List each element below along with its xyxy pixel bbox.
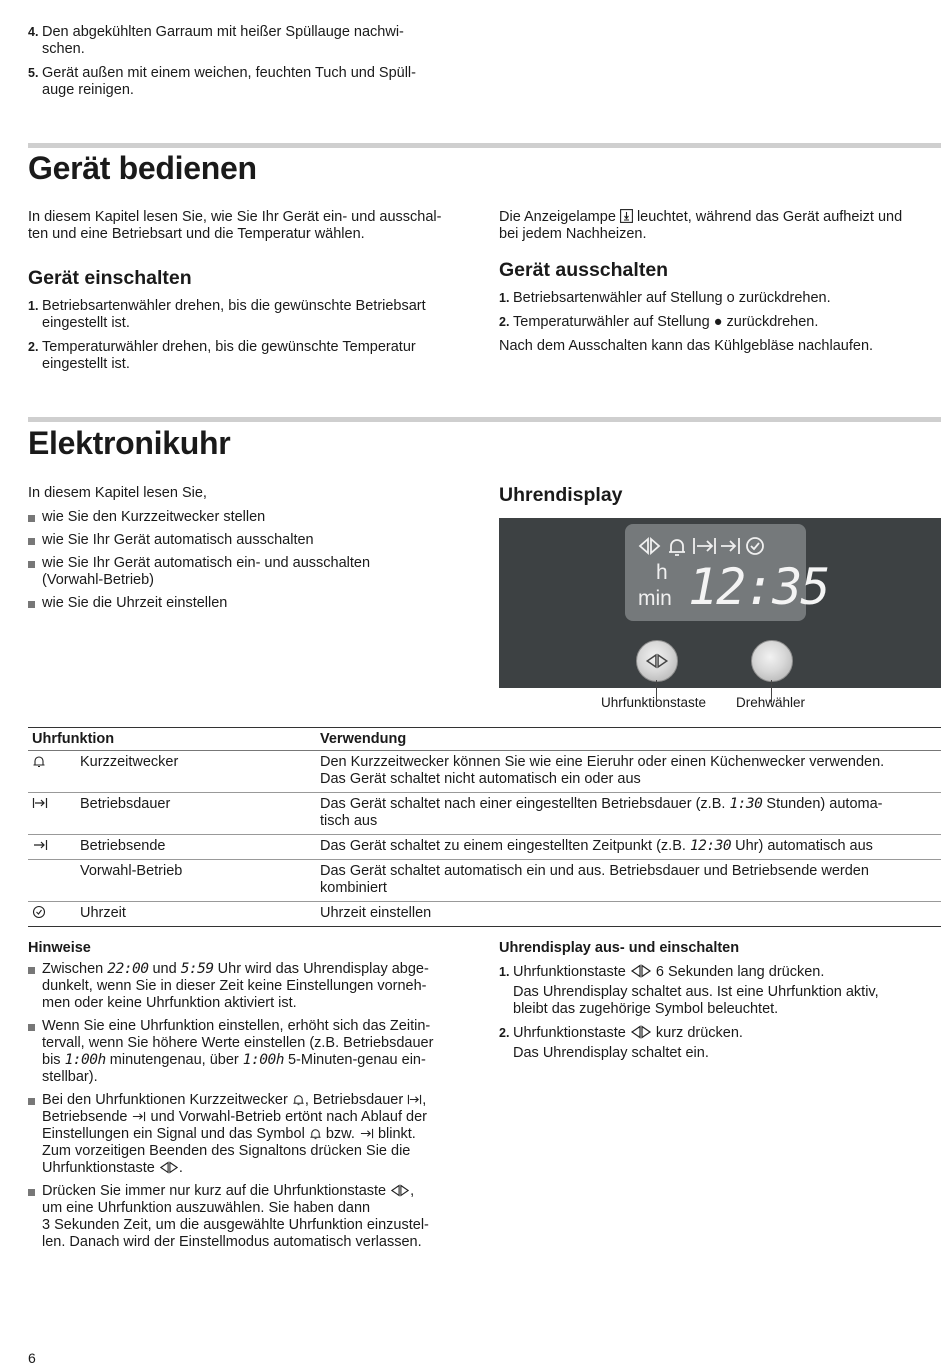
list-item: Zwischen 22:00 und 5:59 Uhr wird das Uhrendisplay abge- dunkelt, wenn Sie in dieser Zeit keine Einstellungen vorneh- men oder keine Uhrfunktion aktiviert ist.: [28, 961, 478, 1012]
select-arrows-icon: [390, 1184, 410, 1197]
section-divider: [28, 143, 941, 148]
table-row: Betriebsende Das Gerät schaltet zu einem eingestellten Zeitpunkt (z.B. 12:30 Uhr) automatisch aus: [28, 835, 941, 860]
list-item: wie Sie Ihr Gerät automatisch ein- und ausschalten (Vorwahl-Betrieb): [28, 555, 478, 589]
rotary-selector-knob[interactable]: [751, 640, 793, 682]
indicator-lamp-icon: [620, 209, 633, 223]
uhrendisplay-heading: Uhrendisplay: [499, 484, 623, 506]
hinweise-list: [28, 961, 478, 1251]
display-on-off: [499, 940, 941, 1069]
step-4: 4. Den abgekühlten Garraum mit heißer Spüllauge nachwi- schen.: [28, 24, 404, 57]
lcd-select-icon: [640, 539, 659, 553]
uhr-intro: [28, 485, 478, 618]
clock-icon: [32, 905, 46, 919]
list-item: wie Sie die Uhrzeit einstellen: [28, 595, 478, 612]
lcd-end-icon: [721, 538, 739, 554]
end-icon: [131, 1110, 146, 1123]
duration-icon: [407, 1093, 422, 1106]
ausschalten-heading: Gerät ausschalten: [499, 259, 669, 281]
clock-display-illustration: [499, 518, 941, 688]
table-header-usage: Verwendung: [316, 728, 941, 751]
duration-icon: [32, 796, 48, 810]
list-item: Bei den Uhrfunktionen Kurzzeitwecker , Betriebsdauer , Betriebsende und Vorwahl-Betrieb ertönt nach Ablauf der Einstellungen ein Signal und das Symbol bzw. blinkt. Zum vorzeitigen Beenden des Signaltons drücken Sie die Uhrfunktionstaste .: [28, 1092, 478, 1177]
end-icon: [359, 1127, 374, 1140]
display-on-off-heading: Uhrendisplay aus- und einschalten: [499, 940, 740, 956]
bell-icon: [32, 754, 46, 768]
label-clock-function-button: Uhrfunktionstaste: [601, 695, 707, 710]
clock-function-button[interactable]: [636, 640, 678, 682]
list-item: Drücken Sie immer nur kurz auf die Uhrfunktionstaste , um eine Uhrfunktion auszuwählen. Sie haben dann 3 Sekunden Zeit, um die ausgewählte Uhrfunktion einzustel- len. Danach wird der Einstellmodus automatisch verlassen.: [28, 1183, 478, 1251]
lcd-symbol-row: [638, 535, 768, 557]
section-divider: [28, 417, 941, 422]
hinweise: [28, 940, 478, 1257]
intro-steps: [28, 24, 458, 106]
lcd-screen: [625, 524, 829, 621]
uhr-intro-list: [28, 509, 478, 612]
list-item: wie Sie den Kurzzeitwecker stellen: [28, 509, 478, 526]
end-icon: [32, 838, 48, 852]
select-arrows-icon: [630, 1025, 652, 1039]
table-row: Betriebsdauer Das Gerät schaltet nach einer eingestellten Betriebsdauer (z.B. 1:30 Stunden) automa- tisch aus: [28, 793, 941, 835]
display-step-1: 1. Uhrfunktionstaste 6 Sekunden lang drücken. Das Uhrendisplay schaltet aus. Ist eine Uhrfunktion aktiv, bleibt das zugehörige Symbol beleuchtet.: [499, 964, 879, 1017]
lcd-duration-icon: [694, 538, 715, 554]
einschalten-heading: Gerät einschalten: [28, 267, 192, 289]
bedienen-intro: In diesem Kapitel lesen Sie, wie Sie Ihr Gerät ein- und ausschal- ten und eine Betriebsart und die Temperatur wählen.: [28, 209, 442, 242]
lcd-clock-icon: [747, 538, 763, 554]
einschalten-step-2: 2. Temperaturwähler drehen, bis die gewünschte Temperatur eingestellt ist.: [28, 339, 416, 372]
bedienen-left: [28, 209, 478, 380]
ausschalten-note: Nach dem Ausschalten kann das Kühlgebläse nachlaufen.: [499, 338, 874, 354]
table-row: Vorwahl-Betrieb Das Gerät schaltet automatisch ein und aus. Betriebsdauer und Betriebsende werden kombiniert: [28, 860, 941, 902]
select-arrows-icon: [630, 964, 652, 978]
select-arrows-icon: [645, 653, 669, 669]
display-step-2: 2. Uhrfunktionstaste kurz drücken. Das Uhrendisplay schaltet ein.: [499, 1025, 743, 1061]
ausschalten-steps: [499, 290, 941, 331]
bell-icon: [292, 1093, 305, 1106]
hinweise-heading: Hinweise: [28, 940, 91, 956]
table-header-function: Uhrfunktion: [28, 728, 316, 751]
clock-function-table: [28, 727, 941, 927]
bedienen-right: [499, 209, 941, 355]
ausschalten-step-1: 1. Betriebsartenwähler auf Stellung o zurückdrehen.: [499, 290, 831, 306]
lcd-minutes-label: min: [638, 587, 672, 610]
display-on-off-steps: [499, 964, 941, 1062]
label-rotary-selector: Drehwähler: [736, 695, 806, 710]
lcd-time: 12:35: [688, 558, 829, 616]
einschalten-step-1: 1. Betriebsartenwähler drehen, bis die gewünschte Betriebsart eingestellt ist.: [28, 298, 426, 331]
list-item: Wenn Sie eine Uhrfunktion einstellen, erhöht sich das Zeitin- tervall, wenn Sie höhere Werte einstellen (z.B. Betriebsdauer bis 1:00h minutengenau, über 1:00h 5-Minuten-genau ein- stellbar).: [28, 1018, 478, 1086]
bell-icon: [309, 1127, 322, 1140]
ausschalten-step-2: 2. Temperaturwähler auf Stellung ● zurückdrehen.: [499, 314, 819, 330]
page-number: 6: [28, 1350, 36, 1366]
uhr-intro-text: In diesem Kapitel lesen Sie,: [28, 485, 207, 501]
lcd-bell-icon: [669, 540, 685, 555]
select-arrows-icon: [159, 1161, 179, 1174]
table-row: Kurzzeitwecker Den Kurzzeitwecker können Sie wie eine Eieruhr oder einen Küchenwecker verwenden. Das Gerät schaltet nicht automatisch ein oder aus: [28, 751, 941, 793]
table-row: Uhrzeit Uhrzeit einstellen: [28, 902, 941, 927]
einschalten-steps: [28, 298, 478, 373]
lcd-hours-label: h: [656, 561, 668, 584]
section-title-bedienen: Gerät bedienen: [28, 150, 257, 186]
step-5: 5. Gerät außen mit einem weichen, feuchten Tuch und Spüll- auge reinigen.: [28, 65, 416, 98]
section-title-elektronikuhr: Elektronikuhr: [28, 425, 231, 461]
list-item: wie Sie Ihr Gerät automatisch ausschalten: [28, 532, 478, 549]
lamp-note: Die Anzeigelampe leuchtet, während das Gerät aufheizt und bei jedem Nachheizen.: [499, 209, 903, 242]
